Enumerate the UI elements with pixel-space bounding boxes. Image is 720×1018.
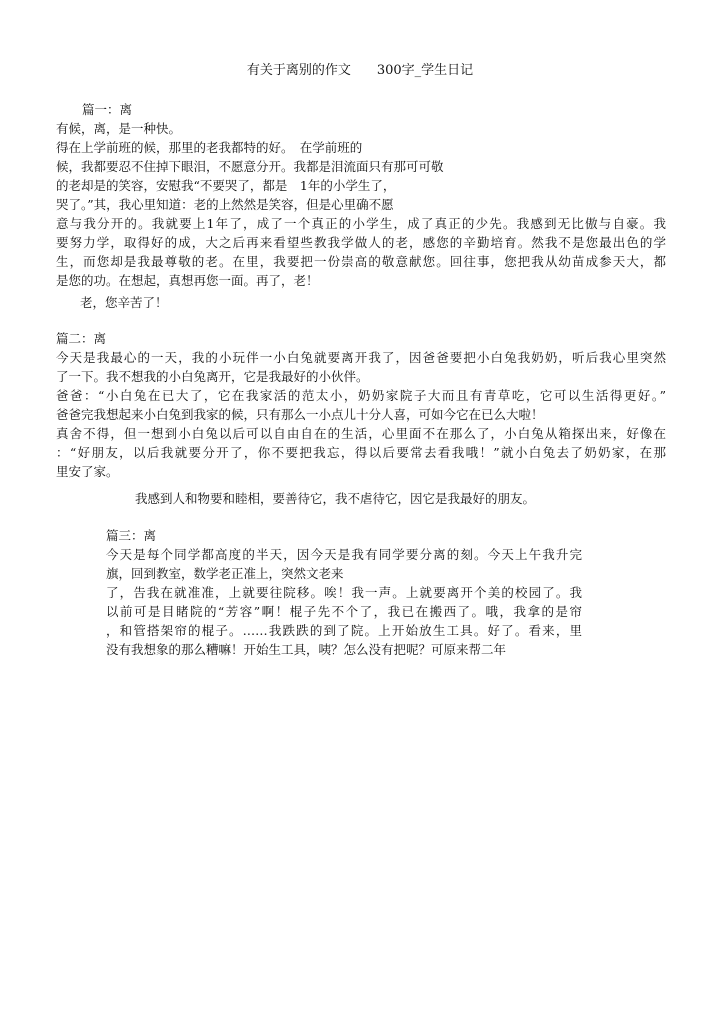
section-1-line: 候，我都要忍不住掉下眼泪，不愿意分开。我都是泪流面只有那可可敬 [56,159,444,174]
section-2-line: 了一下。我不想我的小白兔离开，它是我最好的小伙伴。 [56,369,369,384]
section-2-line: 里安了家。 [56,464,119,479]
section-2-line: 爸爸完我想起来小白兔到我家的候，只有那么一小点儿十分人喜，可如今它在已么大啦！ [56,407,544,422]
section-1-line: 有候，离，是一种快。 [56,121,182,136]
section-3-line: 以前可是目睹院的“芳容”啊！棍子先不个了，我已在搬西了。哦，我拿的是帘 [106,604,582,619]
section-2-line: 真舍不得，但一想到小白兔以后可以自由自在的生活，心里面不在那么了，小白兔从箱探出来，好像在 [56,426,666,441]
section-1-heading: 篇一：离 [82,102,133,117]
section-1-line: 的老却是的笑容，安慰我“不要哭了，都是 1年的小学生了， [56,178,396,193]
section-3-line: 今天是每个同学都高度的半天，因今天是我有同学要分离的刻。今天上午我升完 [106,547,582,562]
section-2-line: 今天是我最心的一天，我的小玩伴一小白兔就要离开我了，因爸爸要把小白兔我奶奶，听后我心里突然 [56,350,666,365]
section-2-line: ：“好朋友，以后我就要分开了，你不要把我忘，得以后要常去看我哦！”就小白兔去了奶奶家，在那 [56,445,666,460]
section-1 [56,100,666,290]
section-2-heading: 篇二：离 [56,331,107,346]
section-1-line: 是您的功。在想起，真想再您一面。再了，老！ [56,273,319,288]
section-2 [56,329,666,481]
section-3-line: 了，告我在就准准，上就要往院移。唉！我一声。上就要离开个美的校园了。我 [106,585,582,600]
document-title: 有关于离别的作文 300字_学生日记 [246,63,474,78]
section-3 [106,526,582,659]
section-1-line: 哭了。”其，我心里知道：老的上然然是笑容，但是心里确不愿 [56,197,394,212]
section-3-heading: 篇三：离 [106,528,157,543]
section-3-line: 旗，回到教室，数学老正准上，突然文老来 [106,566,344,581]
section-1-line: 生，而您却是我最尊敬的老。在里，我要把一份崇高的敬意献您。回往事，您把我从幼苗成参天大，都 [56,254,666,269]
section-1-line: 得在上学前班的候，那里的老我都特的好。 在学前班的 [56,140,363,155]
section-3-line: ，和管搭架帘的棍子。……我跌跌的到了院。上开始放生工具。好了。看来，里 [106,623,582,638]
section-3-line: 没有我想象的那么糟嘛！开始生工具，咦？怎么没有把呢？可原来帮二年 [106,642,507,657]
section-1-line: 要努力学，取得好的成，大之后再来看望些教我学做人的老，感您的辛勤培育。然我不是您最出色的学 [56,235,666,250]
section-1-closing: 老，您辛苦了！ [80,295,168,310]
section-2-line: 爸爸：“小白兔在已大了，它在我家活的范太小，奶奶家院子大而且有青草吃，它可以生活得更好。” [56,388,666,403]
section-2-closing: 我感到人和物要和睦相，要善待它，我不虐待它，因它是我最好的朋友。 [135,491,536,506]
section-1-line: 意与我分开的。我就要上1年了，成了一个真正的小学生，成了真正的少先。我感到无比傲与自豪。我 [56,216,666,231]
